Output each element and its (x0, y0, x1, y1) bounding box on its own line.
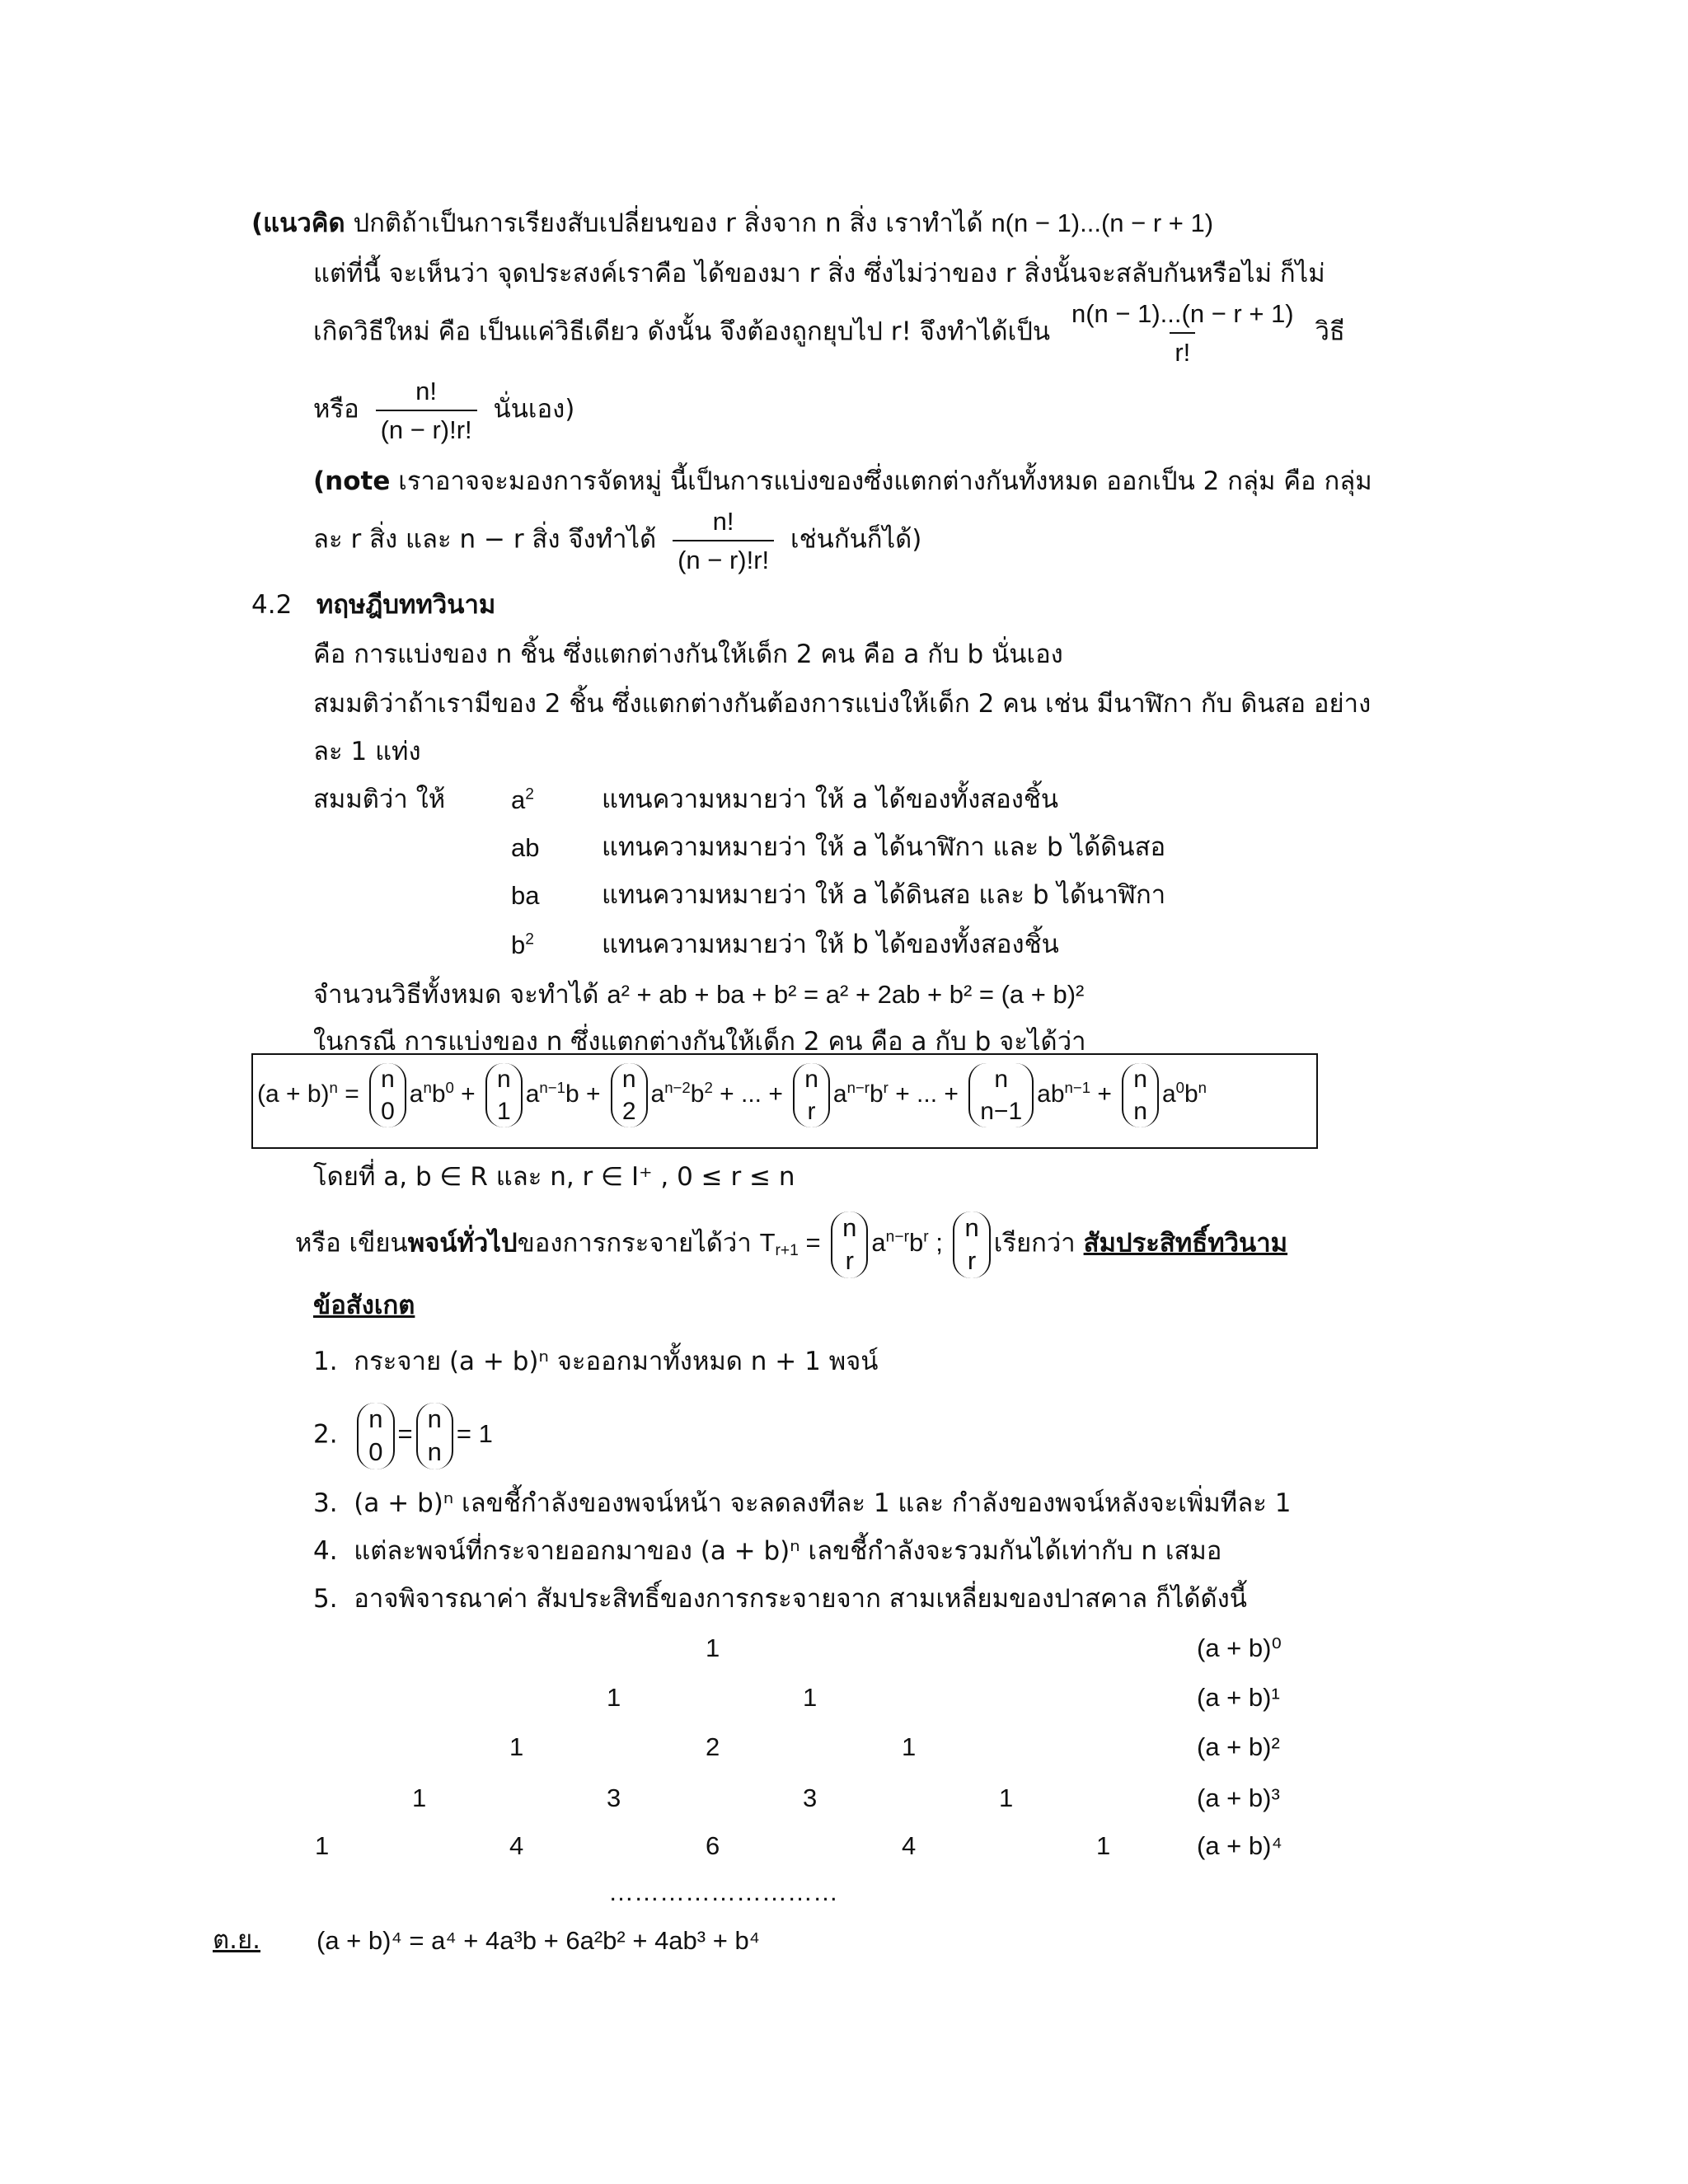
total-math: a² + ab + ba + b² = a² + 2ab + b² = (a + b)² (607, 980, 1085, 1009)
idea-line-4 (313, 376, 574, 445)
general-mid: ของการกระจายได้ว่า (517, 1228, 752, 1258)
list-item (313, 1347, 879, 1377)
total-ways (313, 979, 1084, 1010)
list-item: 2. n 0 = n n = 1 (313, 1403, 493, 1469)
section-number: 4.2 (251, 590, 293, 620)
case-symbol (511, 785, 534, 815)
example-math: (a + b)⁴ = a⁴ + 4a³b + 6a²b² + 4ab³ + b⁴ (316, 1926, 761, 1955)
section-line-2: สมมติว่าถ้าเรามีของ 2 ชิ้น ซึ่งแตกต่างกันต้องการแบ่งให้เด็ก 2 คน เช่น มีนาฬิกา กับ ดินสอ อย่าง (313, 689, 1372, 719)
fraction-numerator: n! (712, 507, 734, 536)
pascal-row-label: (a + b)¹ (1197, 1683, 1280, 1712)
fraction-denominator: (n − r)!r! (673, 540, 774, 575)
note-fraction (673, 506, 774, 575)
list-item (313, 1488, 1291, 1519)
idea-line3-end: วิธี (1315, 316, 1345, 347)
pascal-row-label: (a + b)⁰ (1197, 1633, 1282, 1662)
binom-n-r: n r (831, 1212, 868, 1278)
item-text: (a + b)ⁿ เลขชี้กำลังของพจน์หน้า จะลดลงทีละ 1 และ กำลังของพจน์หลังจะเพิ่มทีละ 1 (354, 1488, 1292, 1518)
binomial-theorem-formula: $(a + b)^n$ = n 0 $a^nb^0$ + n 1 $a^{n-1}b$ + n 2 $a^{n-2}b^2$ + ... + n r $a^{n-r}b^r$ + ... + n n−1 $ab^{n-1}$ + n n $a^0b^n$ (257, 1063, 1207, 1127)
theorem-conditions: โดยที่ a, b ∈ R และ n, r ∈ I⁺ , 0 ≤ r ≤ n (313, 1162, 795, 1192)
pascal-cell: 1 (315, 1831, 330, 1860)
pascal-cell: 4 (902, 1831, 917, 1860)
idea-line-3 (313, 298, 1345, 368)
formula-lhs: (a + b) (257, 1080, 330, 1108)
case-sym: ab (511, 833, 540, 862)
note-line2-text: ละ r สิ่ง และ n − r สิ่ง จึงทำได้ (313, 524, 657, 555)
pascal-cell: 1 (999, 1783, 1014, 1812)
case-sym: b (511, 930, 526, 959)
note-heading: (note (313, 466, 391, 496)
general-T: T (759, 1228, 776, 1258)
general-bold: พจน์ทั่วไป (407, 1228, 518, 1258)
case-symbol (511, 880, 539, 911)
called-text: เรียกว่า (993, 1228, 1076, 1258)
binom-n-r: n r (793, 1063, 830, 1127)
idea-line-1 (251, 208, 1213, 239)
pascal-cell: 2 (706, 1732, 720, 1761)
fraction-numerator: n(n − 1)...(n − r + 1) (1071, 299, 1294, 328)
case-desc: แทนความหมายว่า ให้ a ได้ดินสอ และ b ได้นาฬิกา (602, 880, 1166, 910)
item-text: กระจาย (a + b)ⁿ จะออกมาทั้งหมด n + 1 พจน์ (354, 1347, 879, 1376)
note-line-1 (313, 466, 1372, 497)
case-desc: แทนความหมายว่า ให้ b ได้ของทั้งสองชิ้น (602, 930, 1059, 959)
binom-n-0: n 0 (369, 1063, 406, 1127)
case-desc: แทนความหมายว่า ให้ a ได้นาฬิกา และ b ได้ดินสอ (602, 832, 1166, 862)
pascal-cell: 1 (607, 1683, 621, 1712)
pascal-cell: 1 (1096, 1831, 1111, 1860)
general-T-sub: r+1 (775, 1242, 799, 1260)
general-pre: หรือ เขียน (295, 1228, 408, 1258)
section-heading (251, 590, 495, 621)
pascal-row-label: (a + b)⁴ (1197, 1831, 1282, 1860)
note-line-2 (313, 506, 921, 575)
pascal-cell: 1 (902, 1732, 917, 1761)
pascal-dots: ……………………… (608, 1877, 838, 1906)
binom-n-n-minus-1: n n−1 (968, 1063, 1034, 1127)
pascal-cell: 3 (607, 1783, 621, 1812)
item-number: 2. (313, 1419, 338, 1450)
case-desc: แทนความหมายว่า ให้ a ได้ของทั้งสองชิ้น (602, 785, 1059, 814)
fraction-denominator: r! (1170, 332, 1195, 368)
pascal-cell: 1 (509, 1732, 524, 1761)
general-term-line: หรือ เขียนพจน์ทั่วไปของการกระจายได้ว่า $T_{r+1}$ = n r $a^{n-r}b^r$ ; n r เรียกว่า สัมประสิทธิ์ทวินาม (295, 1212, 1287, 1278)
total-text: จำนวนวิธีทั้งหมด จะทำได้ (313, 980, 599, 1010)
idea-fraction-1 (1067, 298, 1299, 368)
idea-line4-end: นั่นเอง) (493, 394, 575, 424)
item-number: 1. (313, 1347, 338, 1376)
pascal-cell: 1 (412, 1783, 427, 1812)
note-line2-end: เช่นกันก็ได้) (790, 524, 922, 555)
pascal-cell: 6 (706, 1831, 720, 1860)
section-line-1: คือ การแบ่งของ n ชิ้น ซึ่งแตกต่างกันให้เด็ก 2 คน คือ a กับ b นั่นเอง (313, 640, 1063, 669)
observations-title: ข้อสังเกต (313, 1291, 415, 1320)
section-line-3: ละ 1 แท่ง (313, 737, 421, 766)
idea-line1-text: ปกติถ้าเป็นการเรียงสับเปลี่ยนของ r สิ่งจาก n สิ่ง เราทำได้ (345, 209, 992, 238)
item-number: 5. (313, 1584, 338, 1614)
case-sym: a (511, 785, 526, 814)
binom-n-2: n 2 (611, 1063, 648, 1127)
binom-n-n: n n (416, 1403, 453, 1469)
item-number: 4. (313, 1536, 338, 1566)
pascal-cell: 4 (509, 1831, 524, 1860)
binom-n-0: n 0 (357, 1403, 394, 1469)
binom-n-r: n r (953, 1212, 990, 1278)
list-item (313, 1584, 1247, 1615)
pascal-row-label: (a + b)² (1197, 1732, 1280, 1761)
case-power: 2 (525, 930, 534, 949)
list-item (313, 1536, 1221, 1567)
pascal-row-label: (a + b)³ (1197, 1783, 1280, 1812)
pascal-cell: 1 (803, 1683, 818, 1712)
pascal-cell: 3 (803, 1783, 818, 1812)
assume-label: สมมติว่า ให้ (313, 785, 446, 814)
case-n-line: ในกรณี การแบ่งของ n ซึ่งแตกต่างกันให้เด็ก 2 คน คือ a กับ b จะได้ว่า (313, 1027, 1086, 1057)
item-number: 3. (313, 1488, 338, 1518)
idea-line-2: แต่ที่นี้ จะเห็นว่า จุดประสงค์เราคือ ได้ของมา r สิ่ง ซึ่งไม่ว่าของ r สิ่งนั้นจะสลับกันหรือไม่ ก็ไม่ (313, 259, 1325, 288)
idea-line4-pre: หรือ (313, 394, 359, 424)
binom-n-n: n n (1122, 1063, 1159, 1127)
case-symbol (511, 832, 539, 863)
binom-n-1: n 1 (485, 1063, 523, 1127)
case-sym: ba (511, 881, 540, 910)
case-power: 2 (525, 785, 534, 804)
note-line1-text: เราอาจจะมองการจัดหมู่ นี้เป็นการแบ่งของซึ่งแตกต่างกันทั้งหมด ออกเป็น 2 กลุ่ม คือ กลุ่ม (390, 466, 1372, 496)
section-title: ทฤษฎีบททวินาม (316, 590, 496, 620)
idea-line1-math: n(n − 1)...(n − r + 1) (991, 209, 1214, 237)
example-label: ต.ย. (213, 1925, 261, 1955)
idea-heading: (แนวคิด (251, 209, 345, 238)
idea-line3-text: เกิดวิธีใหม่ คือ เป็นแค่วิธีเดียว ดังนั้น จึงต้องถูกยุบไป r! จึงทำได้เป็น (313, 316, 1051, 347)
item-text: = 1 (456, 1419, 493, 1449)
fraction-denominator: (n − r)!r! (376, 410, 477, 445)
binomial-coefficient-term: สัมประสิทธิ์ทวินาม (1083, 1228, 1288, 1258)
pascal-cell: 1 (706, 1633, 720, 1662)
item-text: อาจพิจารณาค่า สัมประสิทธิ์ของการกระจายจาก สามเหลี่ยมของปาสคาล ก็ได้ดังนี้ (354, 1584, 1247, 1614)
fraction-numerator: n! (415, 377, 438, 405)
item-text: แต่ละพจน์ที่กระจายออกมาของ (a + b)ⁿ เลขชี้กำลังจะรวมกันได้เท่ากับ n เสมอ (354, 1536, 1222, 1566)
idea-fraction-2 (376, 376, 477, 445)
case-symbol (511, 930, 534, 960)
